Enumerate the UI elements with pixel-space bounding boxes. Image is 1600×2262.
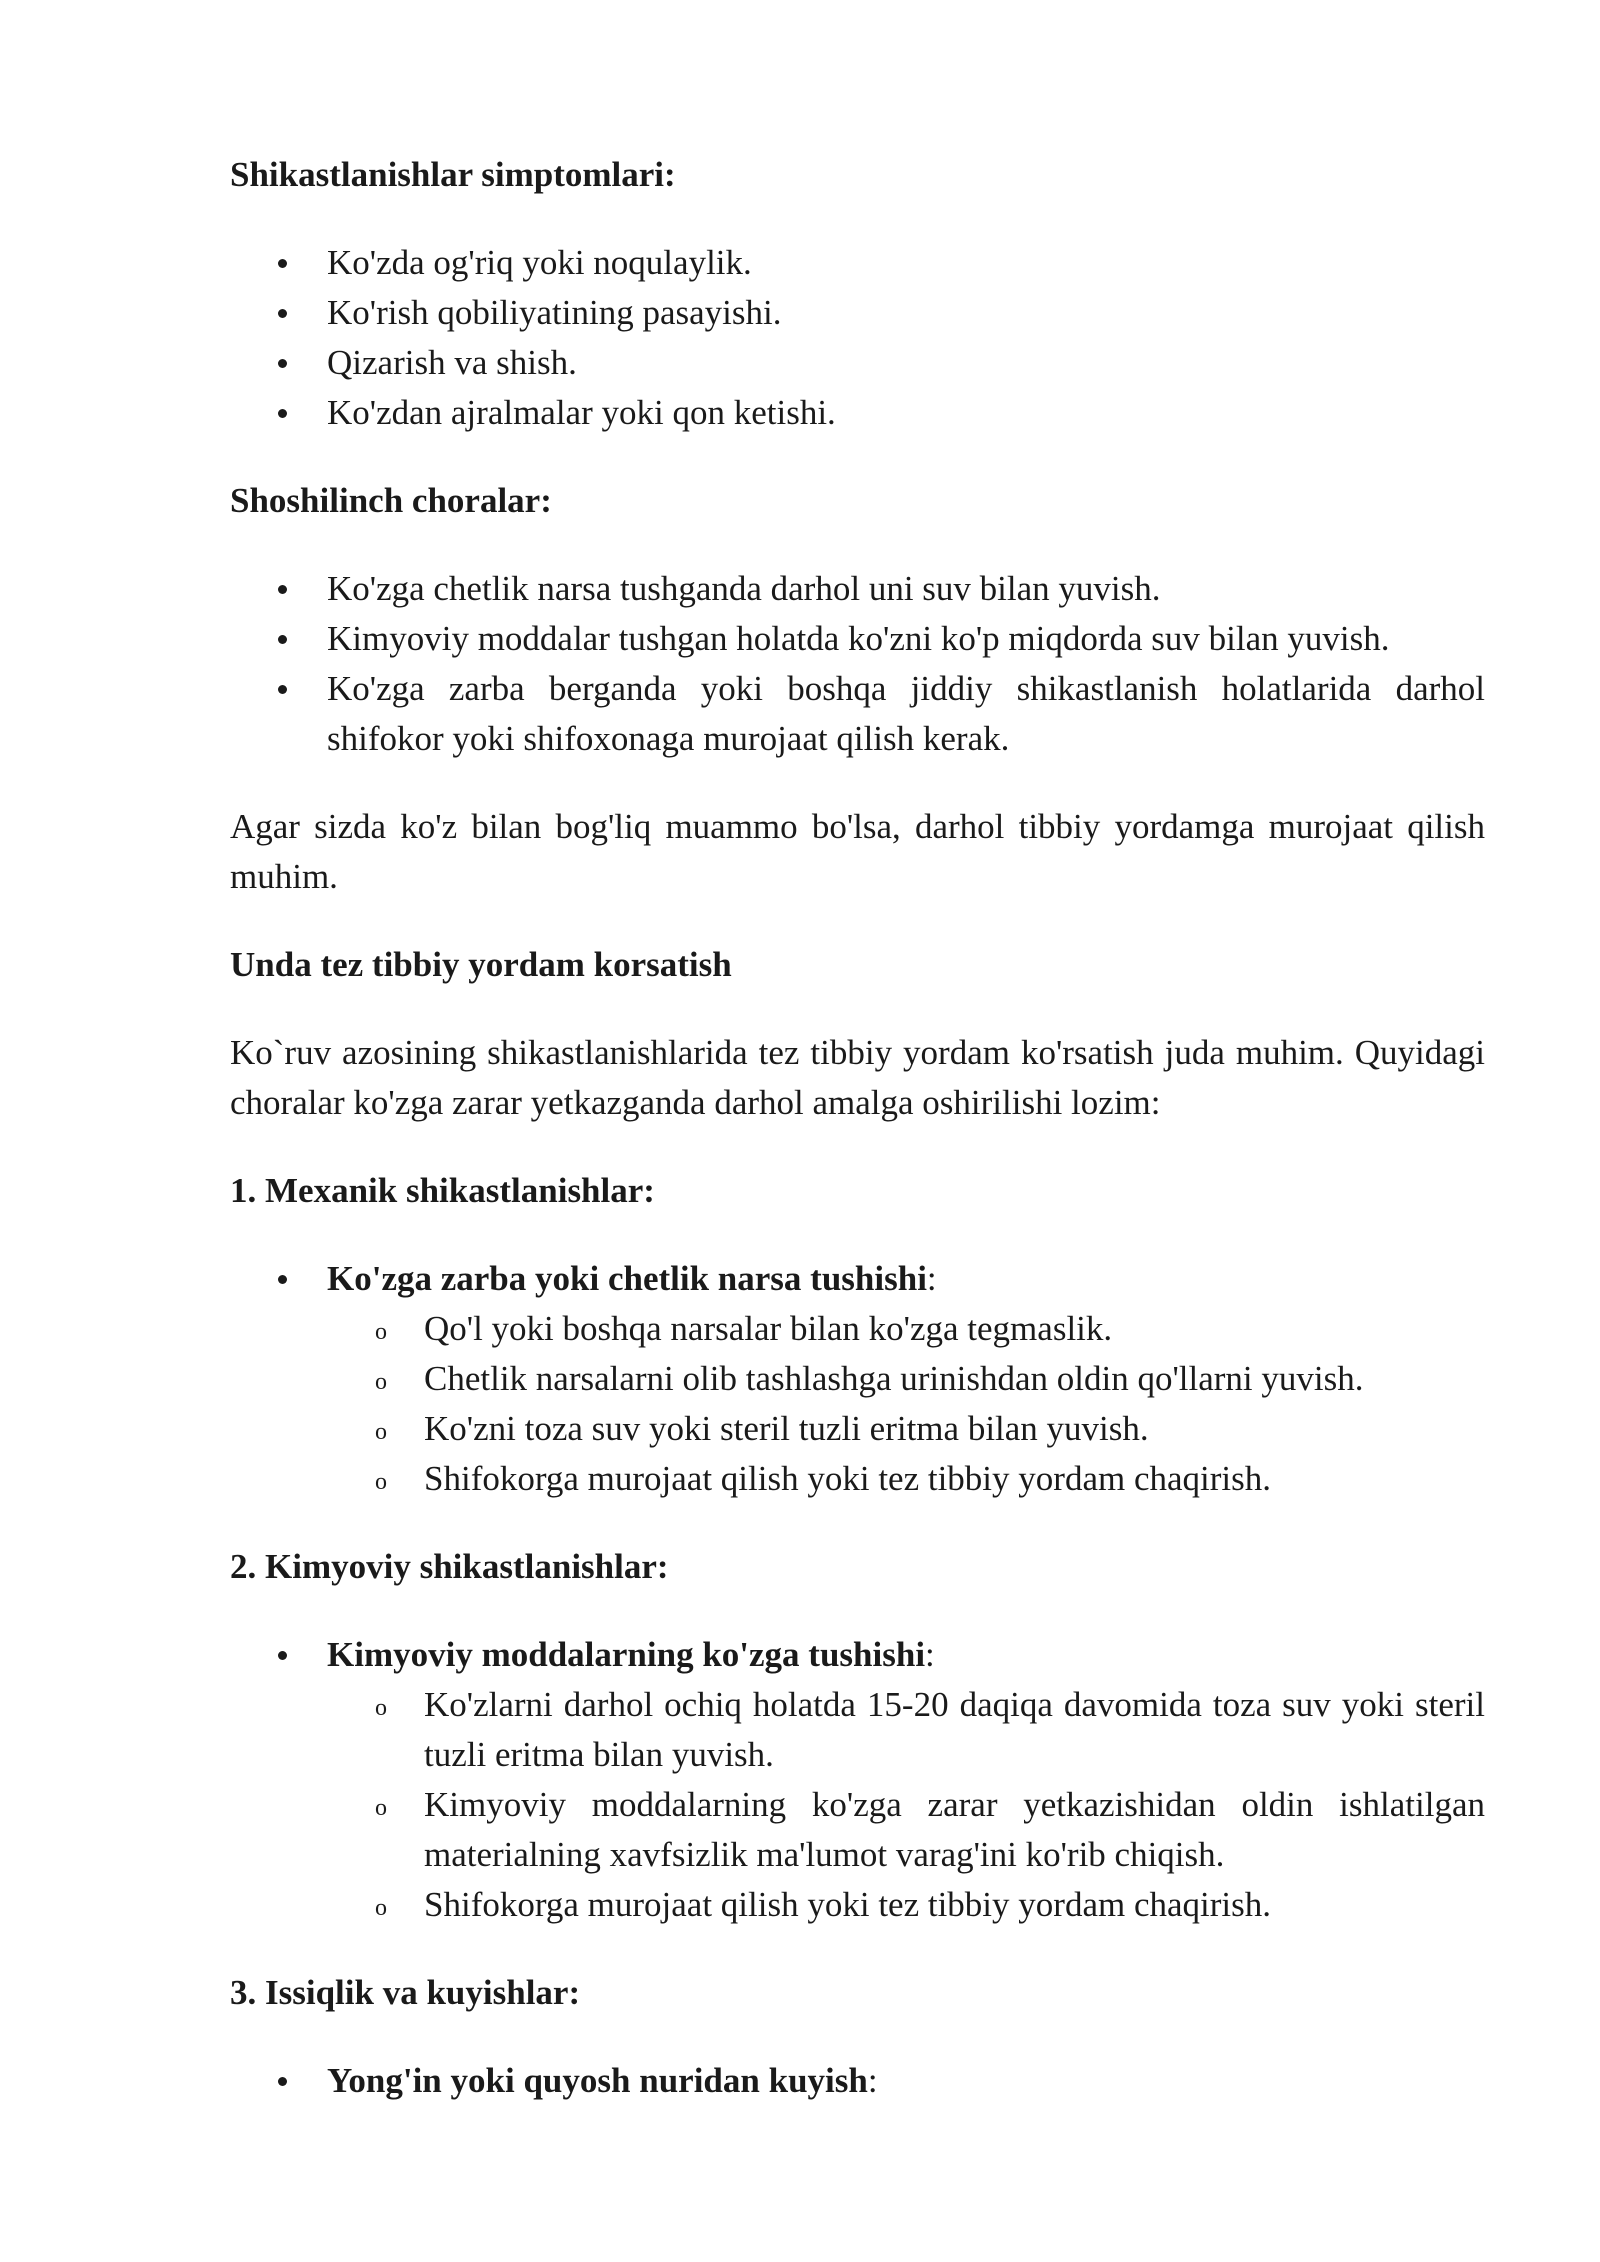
symptoms-list xyxy=(230,238,1485,438)
list-item: Kimyoviy moddalar tushgan holatda ko'zni ko'p miqdorda suv bilan yuvish. xyxy=(230,614,1485,664)
circle-bullet-icon: o xyxy=(375,1419,387,1445)
list-item: Ko'zga zarba berganda yoki boshqa jiddiy shikastlanish holatlarida darhol shifokor yoki shifoxonaga murojaat qilish kerak. xyxy=(230,664,1485,764)
list-item: Yong'in yoki quyosh nuridan kuyish: xyxy=(230,2056,1485,2106)
bullet-icon xyxy=(278,409,287,418)
bullet-icon xyxy=(278,1275,287,1284)
intro-paragraph: Ko`ruv azosining shikastlanishlarida tez tibbiy yordam ko'rsatish juda muhim. Quyidagi choralar ko'zga zarar yetkazganda darhol amalga oshirilishi lozim: xyxy=(230,1033,1485,1122)
sub-list xyxy=(327,1680,1485,1930)
bullet-icon xyxy=(278,259,287,268)
bullet-icon xyxy=(278,2077,287,2086)
sub-list-item: o Chetlik narsalarni olib tashlashga urinishdan oldin qo'llarni yuvish. xyxy=(327,1354,1485,1404)
symptoms-heading: Shikastlanishlar simptomlari: xyxy=(230,155,676,194)
list-item: Ko'zga chetlik narsa tushganda darhol uni suv bilan yuvish. xyxy=(230,564,1485,614)
item-title: Ko'zga zarba yoki chetlik narsa tushishi xyxy=(327,1259,927,1298)
list-item: Ko'zda og'riq yoki noqulaylik. xyxy=(230,238,1485,288)
circle-bullet-icon: o xyxy=(375,1795,387,1821)
sub-list-item: o Shifokorga murojaat qilish yoki tez tibbiy yordam chaqirish. xyxy=(327,1880,1485,1930)
circle-bullet-icon: o xyxy=(375,1369,387,1395)
sub-list-item: o Kimyoviy moddalarning ko'zga zarar yetkazishidan oldin ishlatilgan materialning xavfsizlik ma'lumot varag'ini ko'rib chiqish. xyxy=(327,1780,1485,1880)
list-item: Ko'rish qobiliyatining pasayishi. xyxy=(230,288,1485,338)
chemical-injuries-heading: 2. Kimyoviy shikastlanishlar: xyxy=(230,1547,669,1586)
mechanical-injuries-list xyxy=(230,1254,1485,1504)
bullet-icon xyxy=(278,685,287,694)
bullet-icon xyxy=(278,635,287,644)
bullet-icon xyxy=(278,309,287,318)
bullet-icon xyxy=(278,585,287,594)
list-item: Qizarish va shish. xyxy=(230,338,1485,388)
bullet-icon xyxy=(278,1651,287,1660)
chemical-injuries-list xyxy=(230,1630,1485,1930)
sub-list xyxy=(327,1304,1485,1504)
list-item: Kimyoviy moddalarning ko'zga tushishi: o Ko'zlarni darhol ochiq holatda 15-20 daqiqa davomida toza suv yoki steril tuzli eritma bilan yuvish. o Kimyoviy moddalarning ko'zga zarar yetkazishidan oldin ishlatilgan materialning xavfsizlik ma'lumot varag'ini ko'rib chiqish. o Shifokorga murojaat qilish yoki tez tibbiy yordam chaqirish. xyxy=(230,1630,1485,1930)
item-title: Yong'in yoki quyosh nuridan kuyish xyxy=(327,2061,868,2100)
circle-bullet-icon: o xyxy=(375,1469,387,1495)
circle-bullet-icon: o xyxy=(375,1895,387,1921)
bullet-icon xyxy=(278,359,287,368)
emergency-heading: Shoshilinch choralar: xyxy=(230,481,552,520)
sub-list-item: o Qo'l yoki boshqa narsalar bilan ko'zga tegmaslik. xyxy=(327,1304,1485,1354)
list-item: Ko'zga zarba yoki chetlik narsa tushishi: o Qo'l yoki boshqa narsalar bilan ko'zga tegmaslik. o Chetlik narsalarni olib tashlashga urinishdan oldin qo'llarni yuvish. o Ko'zni toza suv yoki steril tuzli eritma bilan yuvish. o Shifokorga murojaat qilish yoki tez tibbiy yordam chaqirish. xyxy=(230,1254,1485,1504)
list-item: Ko'zdan ajralmalar yoki qon ketishi. xyxy=(230,388,1485,438)
advice-paragraph: Agar sizda ko'z bilan bog'liq muammo bo'lsa, darhol tibbiy yordamga murojaat qilish muhim. xyxy=(230,807,1485,896)
sub-list-item: o Ko'zni toza suv yoki steril tuzli eritma bilan yuvish. xyxy=(327,1404,1485,1454)
heat-burns-list xyxy=(230,2056,1485,2106)
heat-burns-heading: 3. Issiqlik va kuyishlar: xyxy=(230,1973,581,2012)
first-aid-heading: Unda tez tibbiy yordam korsatish xyxy=(230,945,732,984)
circle-bullet-icon: o xyxy=(375,1695,387,1721)
mechanical-injuries-heading: 1. Mexanik shikastlanishlar: xyxy=(230,1171,655,1210)
sub-list-item: o Shifokorga murojaat qilish yoki tez tibbiy yordam chaqirish. xyxy=(327,1454,1485,1504)
emergency-list xyxy=(230,564,1485,764)
item-title: Kimyoviy moddalarning ko'zga tushishi xyxy=(327,1635,926,1674)
sub-list-item: o Ko'zlarni darhol ochiq holatda 15-20 daqiqa davomida toza suv yoki steril tuzli eritma bilan yuvish. xyxy=(327,1680,1485,1780)
circle-bullet-icon: o xyxy=(375,1319,387,1345)
document-page xyxy=(230,150,1485,2144)
